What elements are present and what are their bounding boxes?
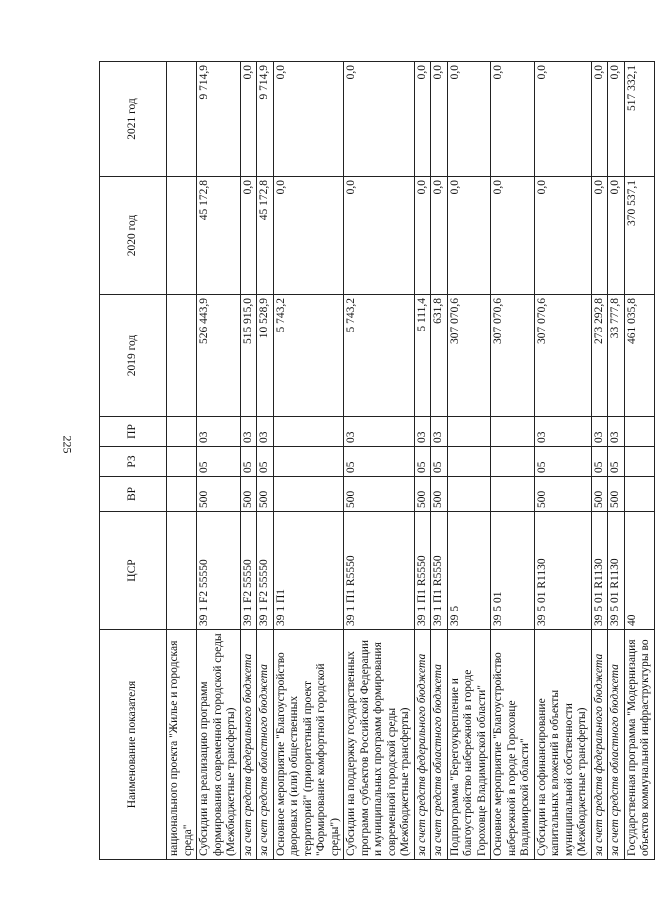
header-2021: 2021 год [100,62,167,177]
page-number: 225 [60,435,75,454]
cell-pr [491,417,535,447]
table-row [491,62,535,860]
cell-2019: 307 070,6 [534,295,591,417]
table-row [257,62,274,860]
cell-2020: 0,0 [240,177,257,295]
table-row [167,62,197,860]
cell-name: Субсидии на софинансирование капитальных вложений в объекты муниципальной собственности (Межбюджетные трансферты) [534,630,591,860]
header-2020: 2020 год [100,177,167,295]
cell-2019: 631,8 [431,295,448,417]
cell-2019: 461 035,8 [624,295,654,417]
cell-vr: 500 [431,477,448,512]
rotated-table-container [99,62,651,860]
header-rz: РЗ [100,447,167,477]
cell-2021: 517 332,1 [624,62,654,177]
table-header-row [100,62,167,860]
cell-vr: 500 [257,477,274,512]
budget-table [99,61,655,860]
cell-2019: 307 070,6 [491,295,535,417]
cell-csr: 40 [624,512,654,630]
cell-name: за счет средств областного бюджета [431,630,448,860]
cell-pr: 03 [431,417,448,447]
table-viewport [99,62,651,860]
cell-2020: 0,0 [491,177,535,295]
cell-2019: 10 528,9 [257,295,274,417]
cell-2019: 526 443,9 [197,295,241,417]
cell-rz [624,447,654,477]
cell-vr [273,477,344,512]
table-row [197,62,241,860]
cell-2019: 273 292,8 [591,295,608,417]
cell-2020: 45 172,8 [257,177,274,295]
header-csr: ЦСР [100,512,167,630]
cell-2021: 0,0 [344,62,415,177]
cell-name: за счет средств федерального бюджета [591,630,608,860]
cell-2020: 0,0 [447,177,491,295]
cell-vr [624,477,654,512]
cell-rz [491,447,535,477]
cell-csr: 39 1 П1 R5550 [414,512,431,630]
cell-pr: 03 [257,417,274,447]
cell-csr: 39 1 F2 55550 [257,512,274,630]
cell-pr [447,417,491,447]
cell-2020: 0,0 [273,177,344,295]
cell-name: Подпрограмма "Берегоукрепление и благоустройство набережной в городе Гороховце Владимирской области" [447,630,491,860]
table-row [414,62,431,860]
cell-name: Субсидии на поддержку государственных программ субъектов Российской Федерации и муниципальных программ формирования современной городской среды (Межбюджетные трансферты) [344,630,415,860]
cell-pr: 03 [197,417,241,447]
cell-vr [447,477,491,512]
cell-rz: 05 [257,447,274,477]
cell-csr: 39 1 F2 55550 [197,512,241,630]
cell-2021: 9 714,9 [197,62,241,177]
table-row [608,62,625,860]
cell-csr: 39 1 П1 [273,512,344,630]
cell-name: за счет средств федерального бюджета [240,630,257,860]
cell-vr [167,477,197,512]
cell-vr: 500 [197,477,241,512]
cell-rz: 05 [608,447,625,477]
table-row [273,62,344,860]
cell-2021: 9 714,9 [257,62,274,177]
cell-pr: 03 [591,417,608,447]
cell-rz: 05 [534,447,591,477]
cell-rz: 05 [197,447,241,477]
cell-csr: 39 5 01 R1130 [608,512,625,630]
cell-2020: 0,0 [534,177,591,295]
cell-pr: 03 [608,417,625,447]
table-row [431,62,448,860]
cell-pr [167,417,197,447]
cell-csr: 39 5 01 R1130 [591,512,608,630]
cell-rz [273,447,344,477]
table-body [167,62,655,860]
cell-2020: 45 172,8 [197,177,241,295]
cell-2020: 0,0 [608,177,625,295]
cell-2021: 0,0 [240,62,257,177]
table-row [591,62,608,860]
header-vr: ВР [100,477,167,512]
cell-2021: 0,0 [534,62,591,177]
table-row [534,62,591,860]
cell-csr: 39 5 [447,512,491,630]
cell-2020: 0,0 [431,177,448,295]
cell-name: Основное мероприятие "Благоустройство набережной в городе Гороховце Владимирской области" [491,630,535,860]
cell-pr: 03 [344,417,415,447]
cell-csr: 39 1 П1 R5550 [344,512,415,630]
cell-name: за счет средств федерального бюджета [414,630,431,860]
cell-vr: 500 [414,477,431,512]
cell-2021 [167,62,197,177]
cell-2021: 0,0 [273,62,344,177]
cell-csr: 39 5 01 R1130 [534,512,591,630]
cell-2019: 33 777,8 [608,295,625,417]
cell-2019: 307 070,6 [447,295,491,417]
cell-2021: 0,0 [491,62,535,177]
cell-vr: 500 [591,477,608,512]
cell-2021: 0,0 [447,62,491,177]
cell-name: национального проекта "Жилье и городская среда" [167,630,197,860]
cell-rz: 05 [591,447,608,477]
cell-2019: 5 111,4 [414,295,431,417]
cell-pr: 03 [414,417,431,447]
cell-2021: 0,0 [608,62,625,177]
cell-csr: 39 1 F2 55550 [240,512,257,630]
cell-vr: 500 [608,477,625,512]
cell-2020 [167,177,197,295]
cell-rz [167,447,197,477]
cell-rz: 05 [344,447,415,477]
cell-2019: 5 743,2 [273,295,344,417]
cell-rz [447,447,491,477]
cell-vr: 500 [240,477,257,512]
cell-name: Субсидии на реализацию программ формирования современной городской среды (Межбюджетные трансферты) [197,630,241,860]
cell-name: Основное мероприятие "Благоустройство дворовых и (или) общественных территорий" (приоритетный проект "Формирование комфортной городской среды") [273,630,344,860]
cell-2019: 515 915,0 [240,295,257,417]
cell-rz: 05 [431,447,448,477]
header-name: Наименование показателя [100,630,167,860]
cell-2020: 370 537,1 [624,177,654,295]
cell-2020: 0,0 [591,177,608,295]
table-row [624,62,654,860]
cell-vr: 500 [534,477,591,512]
cell-name: за счет средств областного бюджета [608,630,625,860]
table-row [240,62,257,860]
header-pr: ПР [100,417,167,447]
cell-csr [167,512,197,630]
header-2019: 2019 год [100,295,167,417]
cell-2021: 0,0 [414,62,431,177]
cell-rz: 05 [240,447,257,477]
cell-2020: 0,0 [344,177,415,295]
cell-pr: 03 [240,417,257,447]
cell-2019 [167,295,197,417]
cell-csr: 39 1 П1 R5550 [431,512,448,630]
table-row [447,62,491,860]
cell-2021: 0,0 [431,62,448,177]
cell-pr [273,417,344,447]
cell-name: Государственная программа "Модернизация объектов коммунальной инфраструктуры во [624,630,654,860]
cell-vr: 500 [344,477,415,512]
cell-rz: 05 [414,447,431,477]
cell-pr [624,417,654,447]
table-row [344,62,415,860]
cell-pr: 03 [534,417,591,447]
cell-2021: 0,0 [591,62,608,177]
cell-2019: 5 743,2 [344,295,415,417]
cell-name: за счет средств областного бюджета [257,630,274,860]
cell-csr: 39 5 01 [491,512,535,630]
cell-2020: 0,0 [414,177,431,295]
cell-vr [491,477,535,512]
